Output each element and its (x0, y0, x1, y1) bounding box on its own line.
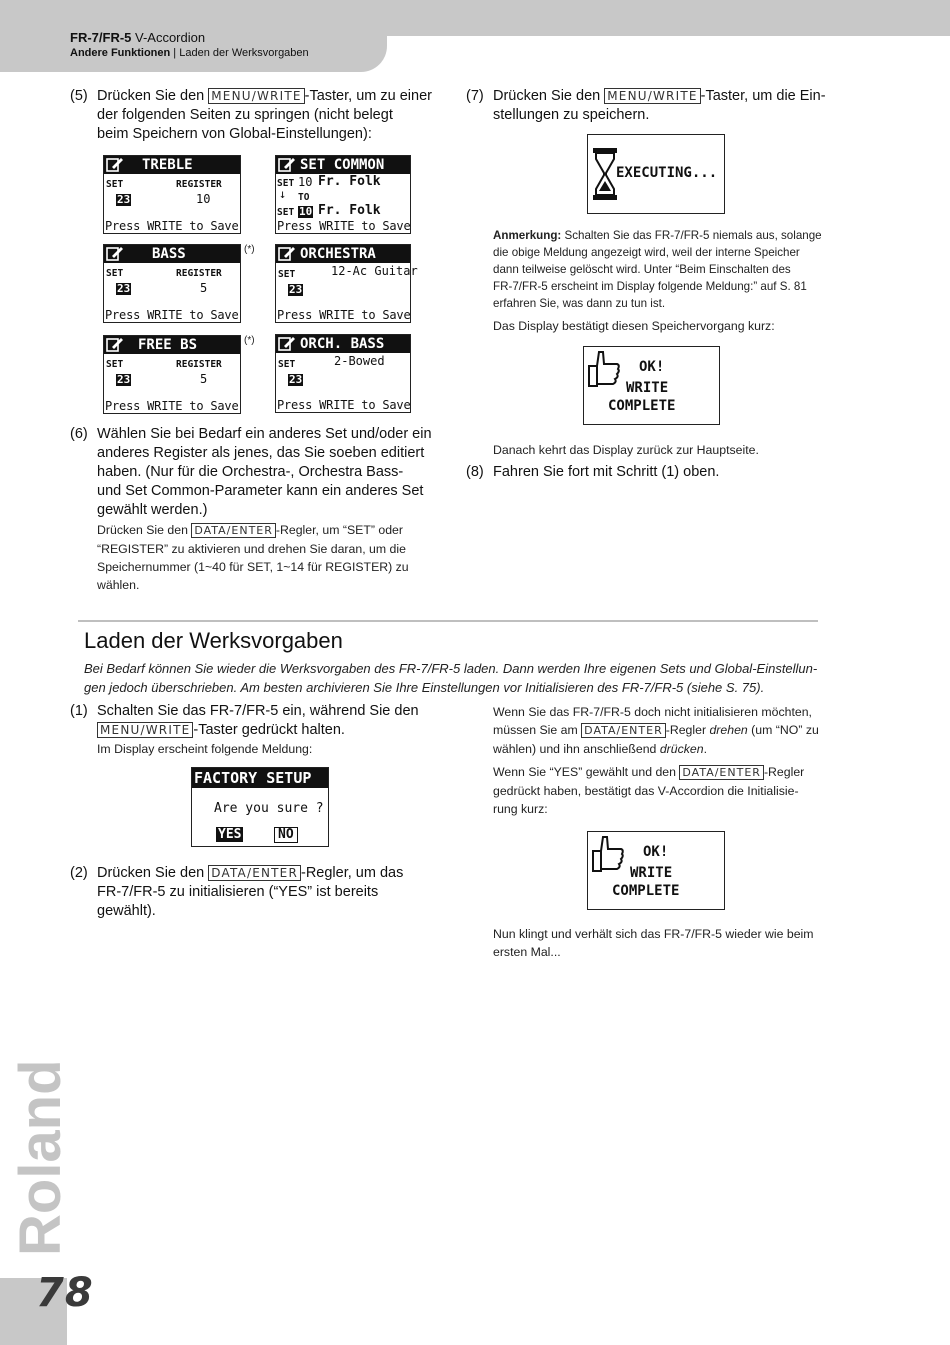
confirm-instructions: Wenn Sie “YES” gewählt und den DATA/ENTER -Regler gedrückt haben, bestätigt das V-Accordion die Initialisie- rung kurz: (493, 765, 805, 816)
section-title: Laden der Werksvorgaben (84, 628, 343, 653)
factory-step1-text: Schalten Sie das FR-7/FR-5 ein, während Sie den MENU/WRITE -Taster gedrückt halten. (97, 703, 419, 738)
lcd-executing: EXECUTING... (587, 134, 725, 214)
thumbs-up-icon (591, 835, 625, 877)
down-arrow-icon: ↓ (279, 187, 287, 201)
back-text: Danach kehrt das Display zurück zur Hauptseite. (493, 443, 759, 457)
factory-step2-text: Drücken Sie den DATA/ENTER -Regler, um das FR-7/FR-5 zu initialisieren (“YES” ist bereits gewählt). (97, 865, 404, 919)
yes-option: YES (218, 827, 242, 842)
lcd-factory-setup: FACTORY SETUP Are you sure ? YES NO (191, 767, 329, 847)
footnote-mark: (*) (244, 335, 255, 346)
edit-icon (278, 246, 296, 262)
closing-text: Nun klingt und verhält sich das FR-7/FR-5 wieder wie beim ersten Mal... (493, 927, 814, 959)
lcd-write-complete: OK! WRITE COMPLETE (583, 346, 720, 425)
step-number: (5) (70, 88, 88, 104)
cancel-instructions: Wenn Sie das FR-7/FR-5 doch nicht initialisieren möchten, müssen Sie am DATA/ENTER -Regler drehen (um “NO” zu wählen) und ihn anschließend drücken. (493, 705, 819, 756)
data-enter-key: DATA/ENTER (581, 723, 666, 738)
factory-step1-sub: Im Display erscheint folgende Meldung: (97, 742, 313, 756)
header-title: FR-7/FR-5 V-Accordion (70, 30, 206, 45)
menu-write-key: MENU/WRITE (208, 88, 304, 104)
step5-text: Drücken Sie den MENU/WRITE -Taster, um zu einer der folgenden Seiten zu springen (nicht belegt beim Speichern von Global-Einstellungen): (97, 88, 432, 142)
breadcrumb: Andere Funktionen | Laden der Werksvorgaben (70, 47, 309, 59)
section-intro: Bei Bedarf können Sie wieder die Werksvorgaben des FR-7/FR-5 laden. Dann werden Ihre eigenen Sets und Global-Einstellun- gen jedoch überschrieben. Am besten archivieren Sie Ihre Einstellungen vor Initialisieren des FR-7/FR-5 (siehe S. 75). (84, 661, 818, 695)
menu-write-key: MENU/WRITE (97, 722, 193, 738)
edit-icon (106, 246, 124, 262)
lcd-treble: TREBLE SET REGISTER 23 10 Press WRITE to Save (103, 155, 241, 234)
roland-logo (8, 1059, 73, 1260)
thumbs-up-icon (587, 350, 621, 392)
svg-text:Roland: Roland (8, 1059, 73, 1256)
lcd-set-common: SET COMMON SET 10 Fr. Folk ↓ TO SET 10 Fr. Folk Press WRITE to Save (277, 157, 411, 233)
no-option: NO (274, 827, 298, 843)
step8-text: Fahren Sie fort mit Schritt (1) oben. (493, 464, 720, 480)
data-enter-key: DATA/ENTER (191, 523, 276, 538)
menu-write-key: MENU/WRITE (604, 88, 700, 104)
lcd-write-complete-2: OK! WRITE COMPLETE (587, 831, 725, 910)
lcd-free-bs: FREE BS SET REGISTER 23 5 Press WRITE to Save (103, 335, 241, 414)
step-number: (2) (70, 865, 88, 881)
section-rule (78, 620, 818, 622)
data-enter-key: DATA/ENTER (208, 865, 301, 881)
page-number: 78 (36, 1270, 94, 1316)
footnote-mark: (*) (244, 244, 255, 255)
edit-icon (278, 336, 296, 352)
lcd-bass: BASS SET REGISTER 23 5 Press WRITE to Save (103, 244, 241, 323)
step-number: (1) (70, 703, 88, 719)
step6-sub: Drücken Sie den DATA/ENTER -Regler, um “SET” oder “REGISTER” zu aktivieren und drehen Sie daran, um die Speichernummer (1~40 für SET, 1~14 für REGISTER) zu wählen. (97, 523, 409, 592)
lcd-orch-bass: ORCH. BASS SET 2-Bowed 23 Press WRITE to Save (277, 336, 411, 412)
edit-icon (106, 337, 124, 353)
hourglass-icon (592, 147, 618, 201)
step6-text: Wählen Sie bei Bedarf ein anderes Set und/oder ein anderes Register als jenes, das Sie soeben editiert haben. (Nur für die Orchestra-, Orchestra Bass- und Set Common-Parameter kann ein anderes Set gewählt werden.) (97, 426, 432, 518)
data-enter-key: DATA/ENTER (679, 765, 764, 780)
note-block: Anmerkung: Schalten Sie das FR-7/FR-5 niemals aus, solange die obige Meldung angezeigt wird, weil der interne Speicher dann teilweise gelöscht wird. Unter “Beim Einschalten des FR-7/FR-5 erscheint im Display folgende Meldung:” auf S. 81 erfahren Sie, was dann zu tun ist. (493, 229, 822, 310)
lcd-orchestra: ORCHESTRA SET 12-Ac Guitar 23 Press WRITE to Save (277, 246, 418, 322)
step-number: (8) (466, 464, 484, 480)
step7-text: Drücken Sie den MENU/WRITE -Taster, um die Ein- stellungen zu speichern. (493, 88, 826, 123)
step-number: (7) (466, 88, 484, 104)
step-number: (6) (70, 426, 88, 442)
confirm-text: Das Display bestätigt diesen Speichervorgang kurz: (493, 319, 775, 333)
edit-icon (106, 157, 124, 173)
edit-icon (278, 157, 296, 173)
